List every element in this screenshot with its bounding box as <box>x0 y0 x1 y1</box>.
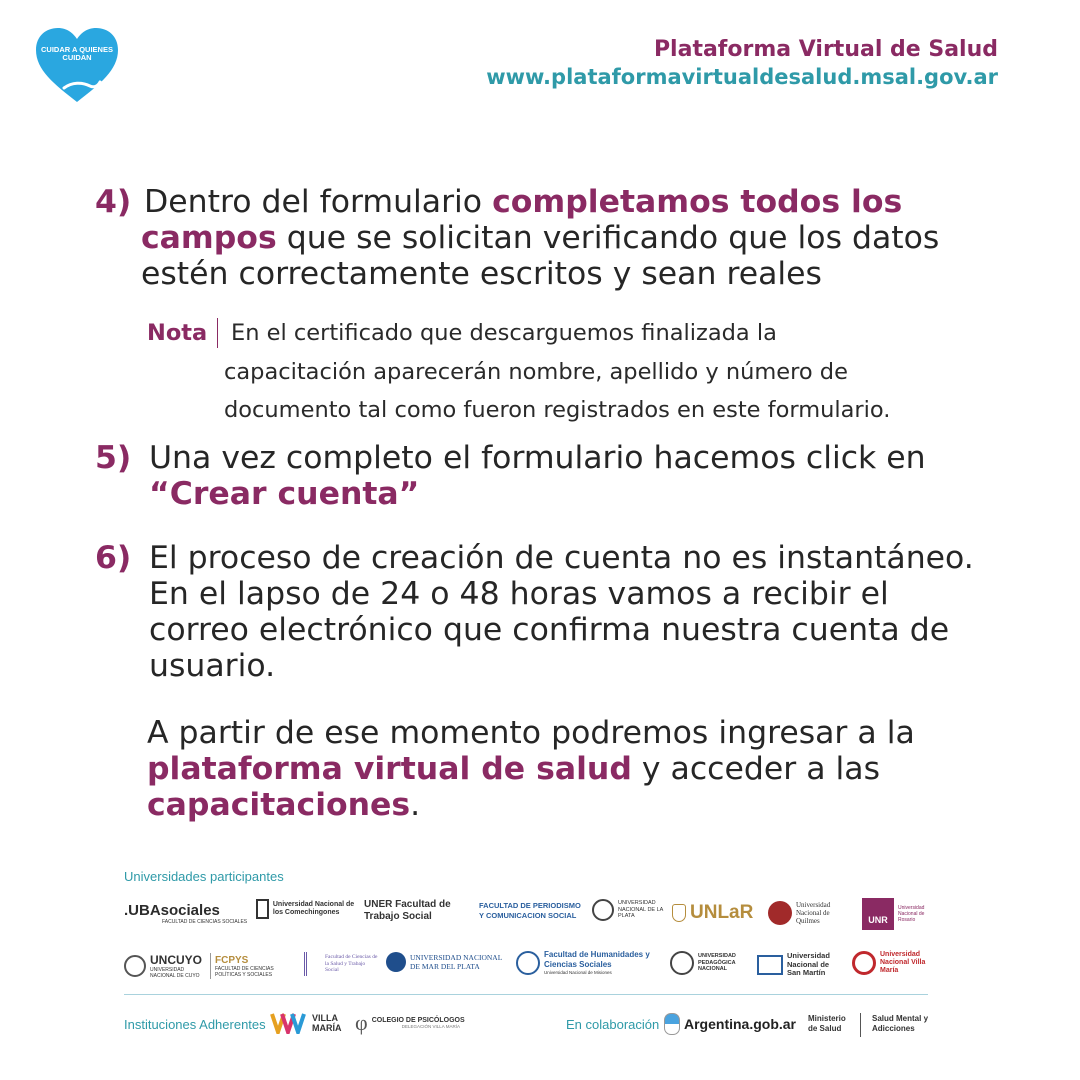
coat-of-arms-icon <box>664 1013 680 1035</box>
logo-unlp <box>592 899 666 921</box>
shield-icon <box>672 904 686 922</box>
logo-periodismo-text: FACULTAD DE PERIODISMO Y COMUNICACION SOCIAL <box>479 901 581 920</box>
logo-humanidades-name: Facultad de Humanidades y Ciencias Sociales <box>544 950 650 969</box>
step-6 <box>95 540 1015 684</box>
logo-mdp-text: UNIVERSIDAD NACIONAL DE MAR DEL PLATA <box>410 953 503 971</box>
emblem-icon <box>304 952 321 976</box>
step-6-p2-line3 <box>147 787 1027 823</box>
seal-icon <box>516 951 540 975</box>
step-6-p2-line1: A partir de ese momento podremos ingresar a la <box>147 715 915 751</box>
step-5-highlight: “Crear cuenta” <box>149 476 420 512</box>
logo-salud-trabajo-social <box>304 952 380 976</box>
logo-quilmes <box>768 901 852 925</box>
book-icon <box>757 955 783 975</box>
step-5 <box>95 440 995 512</box>
seal-icon <box>670 951 694 975</box>
step-5-number: 5) <box>95 440 132 476</box>
building-icon <box>256 899 269 919</box>
logo-villa-maria-city <box>270 1012 346 1034</box>
logo-salud-mental <box>872 1014 932 1033</box>
header-title: Plataforma Virtual de Salud <box>653 37 998 62</box>
nota-divider <box>217 318 218 348</box>
footer-divider <box>124 994 928 995</box>
logo-fcpys-name: FCPYS <box>215 954 249 966</box>
logo-salud-text: Facultad de Ciencias de la Salud y Trabajo Social <box>325 954 378 974</box>
logo-unr-box: UNR <box>862 898 894 930</box>
logo-uncuyo <box>124 953 206 979</box>
logo-fcpys <box>210 953 277 979</box>
logo-uner-text: UNER Facultad de Trabajo Social <box>364 899 451 922</box>
logo-colegio-psicologos <box>355 1012 465 1034</box>
footer-separator <box>860 1013 861 1037</box>
logo-unvm-text: Universidad Nacional Villa María <box>880 951 926 974</box>
logo-uncuyo-sub: UNIVERSIDAD NACIONAL DE CUYO <box>150 967 200 979</box>
step-4-highlight: completamos todos los <box>492 184 903 220</box>
header-url[interactable]: www.plataformavirtualdesalud.msal.gov.ar <box>486 65 998 89</box>
logo-periodismo <box>479 901 587 921</box>
logo-uba-sociales <box>124 902 247 925</box>
logo-vm-text: VILLA MARÍA <box>312 1013 342 1033</box>
logo-comechingones-text: Universidad Nacional de los Comechingones <box>272 901 355 916</box>
logo-argentina-text: Argentina.gob.ar <box>684 1016 797 1032</box>
logo-uba-name: .UBAsociales <box>124 902 220 919</box>
seal-icon <box>768 901 792 925</box>
logo-ministerio-text: Ministerio de Salud <box>808 1014 846 1033</box>
collab-label: En colaboración <box>566 1017 660 1032</box>
logo-humanidades-sub: Universidad Nacional de Misiones <box>544 970 612 975</box>
vm-icon <box>270 1012 308 1034</box>
step-6-number: 6) <box>95 540 132 576</box>
step-6-highlight-platform: plataforma virtual de salud <box>147 751 632 787</box>
nota-line1: En el certificado que descarguemos finalizada la <box>231 320 777 346</box>
nota <box>147 314 1007 430</box>
logo-unlp-text: UNIVERSIDAD NACIONAL DE LA PLATA <box>618 900 664 920</box>
step-4-line1 <box>144 184 995 220</box>
step-4-text-2: que se solicitan verificando que los datos <box>276 220 940 256</box>
logo-argentina-gob <box>664 1013 796 1035</box>
nota-label: Nota <box>147 320 208 346</box>
psi-icon: φ <box>355 1010 368 1035</box>
logo-salud-mental-text: Salud Mental y Adicciones <box>872 1014 929 1033</box>
seal-icon <box>852 951 876 975</box>
seal-icon <box>592 899 614 921</box>
step-4-text: Dentro del formulario <box>144 184 493 220</box>
step-5-line1: Una vez completo el formulario hacemos click en <box>149 440 926 476</box>
nota-line3: documento tal como fueron registrados en este formulario. <box>224 397 891 423</box>
institutions-label: Instituciones Adherentes <box>124 1017 266 1032</box>
step-4-line3: estén correctamente escritos y sean reales <box>141 256 822 292</box>
logo-pedagogica-text: UNIVERSIDAD PEDAGÓGICA NACIONAL <box>698 953 736 973</box>
step-6-highlight-courses: capacitaciones <box>147 787 411 823</box>
nota-line2: capacitación aparecerán nombre, apellido y número de <box>224 358 848 385</box>
logo-uba-sub: FACULTAD DE CIENCIAS SOCIALES <box>162 919 248 925</box>
logo-text: CUIDAR A QUIENES CUIDAN <box>41 45 113 62</box>
cuidar-logo <box>34 26 120 104</box>
logo-unlar-text: UNLaR <box>690 902 754 923</box>
step-4-line2 <box>141 220 995 256</box>
partners-title: Universidades participantes <box>124 869 284 884</box>
logo-villa-maria-univ <box>852 951 932 975</box>
step-6-p2-line2 <box>147 751 1027 787</box>
logo-unsam-text: Universidad Nacional de San Martín <box>787 951 830 977</box>
heart-icon <box>34 26 120 104</box>
logo-uner <box>364 899 470 923</box>
logo-unlar <box>672 902 753 924</box>
logo-unr-sub: Universidad Nacional de Rosario <box>898 905 925 923</box>
logo-pedagogica <box>670 951 750 975</box>
step-6-text: El proceso de creación de cuenta no es instantáneo. En el lapso de 24 o 48 horas vamos a recibir el correo electrónico que confirma nuestra cuenta de usuario. <box>149 540 974 684</box>
logo-colegio-name: COLEGIO DE PSICÓLOGOS <box>371 1017 465 1024</box>
header <box>486 36 998 90</box>
logo-mar-del-plata <box>386 952 506 972</box>
step-6-p2-text: y acceder a las <box>631 751 880 787</box>
logo-uncuyo-name: UNCUYO <box>150 953 203 967</box>
step-4-highlight-2: campos <box>141 220 277 256</box>
logo-colegio-sub: DELEGACIÓN VILLA MARÍA <box>401 1024 460 1029</box>
step-6-paragraph-2 <box>147 715 1027 823</box>
logo-comechingones <box>256 899 356 919</box>
logo-fcpys-sub: FACULTAD DE CIENCIAS POLÍTICAS Y SOCIALES <box>215 965 274 978</box>
step-4-number: 4) <box>95 184 132 220</box>
wave-icon <box>386 952 406 972</box>
logo-san-martin <box>757 952 843 978</box>
logo-quilmes-text: Universidad Nacional de Quilmes <box>796 901 831 925</box>
seal-icon <box>124 955 146 977</box>
step-6-p2-period: . <box>410 787 421 823</box>
logo-humanidades-misiones <box>516 950 662 976</box>
logo-unr <box>862 898 930 930</box>
logo-ministerio-salud <box>808 1014 854 1033</box>
step-4 <box>95 184 995 292</box>
